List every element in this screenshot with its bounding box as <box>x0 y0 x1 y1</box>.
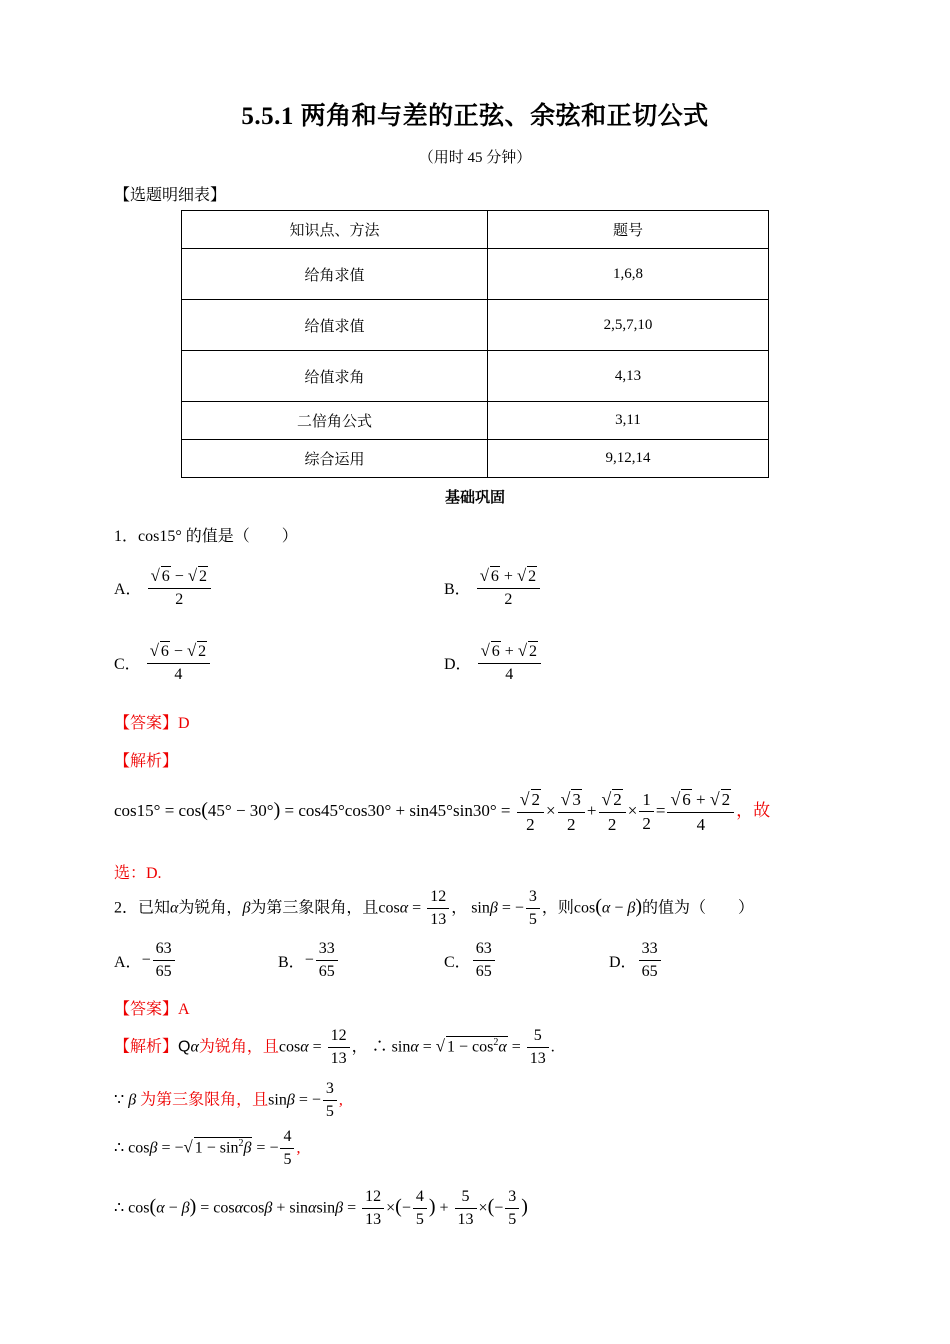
option-fraction: $\frac{√ 6 + √ 2}{2}$ <box>477 566 540 610</box>
table-row <box>182 440 769 478</box>
table-cell: 1,6,8 <box>488 249 769 300</box>
table-cell: 给值求值 <box>182 300 488 351</box>
table-header-cell: 知识点、方法 <box>182 211 488 249</box>
q2-stem: 2．已知α为锐角，β为第三象限角，且cosα = $\frac{12}{13}$ ， sinβ = − $\frac{3}{5}$ ，则cos(α − β)的值为（ ） <box>114 888 754 929</box>
table-row <box>182 402 769 440</box>
table-cell: 二倍角公式 <box>182 402 488 440</box>
option-fraction: $\frac{√ 6 - √ 2}{2}$ <box>148 566 211 610</box>
solution-tail: ，故 <box>736 800 771 820</box>
q2-option-d: D． $\frac{33}{65}$ <box>609 940 663 982</box>
q1-option-a <box>114 566 213 610</box>
q1-solution-end: 选：D. <box>114 865 162 882</box>
table-row <box>182 351 769 402</box>
table-cell: 9,12,14 <box>488 440 769 478</box>
time-note: （用时 45 分钟） <box>418 150 532 166</box>
table-header-row <box>182 211 769 249</box>
q1-stem: 1．cos15° 的值是（ ） <box>114 528 298 545</box>
q1-solution-formula: cos15° = cos(45° − 30°) = cos45°cos30° + sin45°sin30° = $\frac{√ 2}{2}$ × $\frac{√ 3}{2}$ + $\frac{√ 2}{2}$ × $\frac{1}{2}$ = $\frac{√ 6 + √ 2}{4}$ ，故 <box>114 789 771 835</box>
q1-option-c <box>114 641 212 685</box>
option-fraction: $\frac{√ 6 - √ 2}{4}$ <box>147 641 210 685</box>
option-fraction: $\frac{√ 6 + √ 2}{4}$ <box>478 641 541 685</box>
q2-answer: 【答案】A <box>114 1001 190 1018</box>
q1-option-d <box>444 641 543 685</box>
q2-option-a: A．− $\frac{63}{65}$ <box>114 940 177 982</box>
table-cell: 综合运用 <box>182 440 488 478</box>
topic-table <box>181 210 769 478</box>
option-label: A． <box>114 581 142 599</box>
table-row <box>182 249 769 300</box>
section-heading: 基础巩固 <box>444 490 505 506</box>
page-title: 5.5.1 两角和与差的正弦、余弦和正切公式 <box>241 103 709 130</box>
q1-answer: 【答案】D <box>114 715 190 732</box>
option-label: D． <box>444 656 472 674</box>
q2-solution-line4: ∴ cos(α − β) = cosαcosβ + sinαsinβ = $\frac{12}{13}$ ×(− $\frac{4}{5}$ ) + $\frac{5}{13}$ ×(− $\frac{3}{5}$ ) <box>114 1188 528 1229</box>
table-header-cell: 题号 <box>488 211 769 249</box>
table-cell: 4,13 <box>488 351 769 402</box>
table-row <box>182 300 769 351</box>
option-label: C． <box>114 656 141 674</box>
table-cell: 给值求角 <box>182 351 488 402</box>
q2-solution-line1: 【解析】Qα为锐角，且cosα = $\frac{12}{13}$ ， ∴ sinα = √ $1 - \cos^2\alpha$ = $\frac{5}{13}$ . <box>114 1027 555 1068</box>
table-cell: 3,11 <box>488 402 769 440</box>
table-cell: 2,5,7,10 <box>488 300 769 351</box>
q1-analysis-label: 【解析】 <box>114 753 179 770</box>
detail-table-label: 【选题明细表】 <box>114 187 227 204</box>
q1-option-b <box>444 566 542 610</box>
table-cell: 给角求值 <box>182 249 488 300</box>
q2-solution-line3: ∴ cosβ = −√ $1 - \sin^2\beta$ = − $\frac{4}{5}$ , <box>114 1128 301 1169</box>
option-label: B． <box>444 581 471 599</box>
q2-solution-line2: ∵ β 为第三象限角，且sinβ = − $\frac{3}{5}$ , <box>114 1080 343 1121</box>
q2-option-c: C． $\frac{63}{65}$ <box>444 940 497 982</box>
q2-option-b: B．− $\frac{33}{65}$ <box>278 940 340 982</box>
